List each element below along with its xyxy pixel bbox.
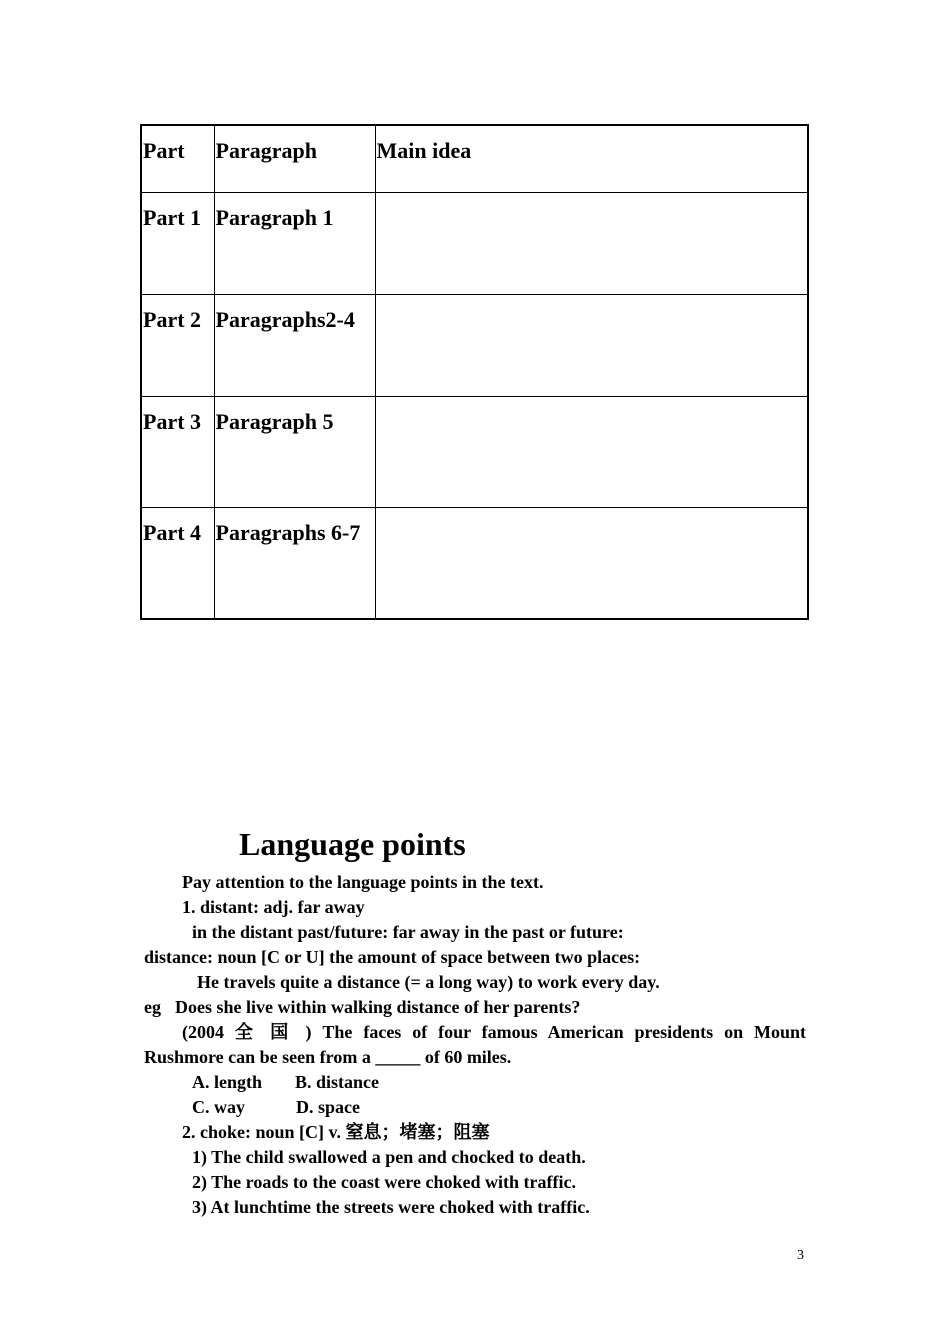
item2-heading: 2. choke: noun [C] v. 窒息；堵塞；阻塞 bbox=[182, 1122, 490, 1142]
cell-paragraph: Paragraph 5 bbox=[214, 397, 375, 508]
header-main-idea: Main idea bbox=[375, 125, 808, 193]
cell-paragraph: Paragraph 1 bbox=[214, 193, 375, 295]
cell-main-idea bbox=[375, 193, 808, 295]
table-header-row bbox=[141, 125, 808, 193]
header-part: Part bbox=[141, 125, 214, 193]
table-row bbox=[141, 508, 808, 620]
cell-paragraph: Paragraphs2-4 bbox=[214, 295, 375, 397]
option-b: B. distance bbox=[295, 1072, 380, 1092]
table-row bbox=[141, 193, 808, 295]
cell-part: Part 4 bbox=[141, 508, 214, 620]
exam-question-line1: (2004 全 国 ) The faces of four famous American presidents on Mount bbox=[182, 1022, 806, 1042]
eg-text: Does she live within walking distance of her parents? bbox=[175, 997, 581, 1017]
cell-main-idea bbox=[375, 508, 808, 620]
header-paragraph: Paragraph bbox=[214, 125, 375, 193]
cell-main-idea bbox=[375, 295, 808, 397]
cell-part: Part 2 bbox=[141, 295, 214, 397]
option-a: A. length bbox=[192, 1072, 263, 1092]
item1-eg-line bbox=[144, 995, 580, 1019]
exam-question-line2: Rushmore can be seen from a _____ of 60 miles. bbox=[144, 1047, 512, 1067]
item2-example-1: 1) The child swallowed a pen and chocked to death. bbox=[192, 1147, 586, 1167]
page-number: 3 bbox=[797, 1248, 804, 1263]
cell-part: Part 1 bbox=[141, 193, 214, 295]
item1-definition: in the distant past/future: far away in the past or future: bbox=[192, 922, 624, 942]
item1-heading: 1. distant: adj. far away bbox=[182, 897, 365, 917]
item2-example-3: 3) At lunchtime the streets were choked with traffic. bbox=[192, 1197, 590, 1217]
cell-part: Part 3 bbox=[141, 397, 214, 508]
cell-main-idea bbox=[375, 397, 808, 508]
item2-example-2: 2) The roads to the coast were choked with traffic. bbox=[192, 1172, 576, 1192]
intro-text: Pay attention to the language points in the text. bbox=[182, 872, 544, 892]
item1-noun-definition: distance: noun [C or U] the amount of space between two places: bbox=[144, 947, 641, 967]
eg-label: eg bbox=[144, 997, 161, 1017]
cell-paragraph: Paragraphs 6-7 bbox=[214, 508, 375, 620]
table-row bbox=[141, 397, 808, 508]
option-c: C. way bbox=[192, 1097, 245, 1117]
item1-example-sentence: He travels quite a distance (= a long way) to work every day. bbox=[197, 972, 660, 992]
option-d: D. space bbox=[296, 1097, 360, 1117]
language-points-title: Language points bbox=[239, 826, 466, 862]
table-row bbox=[141, 295, 808, 397]
paragraph-outline-table bbox=[140, 124, 809, 620]
